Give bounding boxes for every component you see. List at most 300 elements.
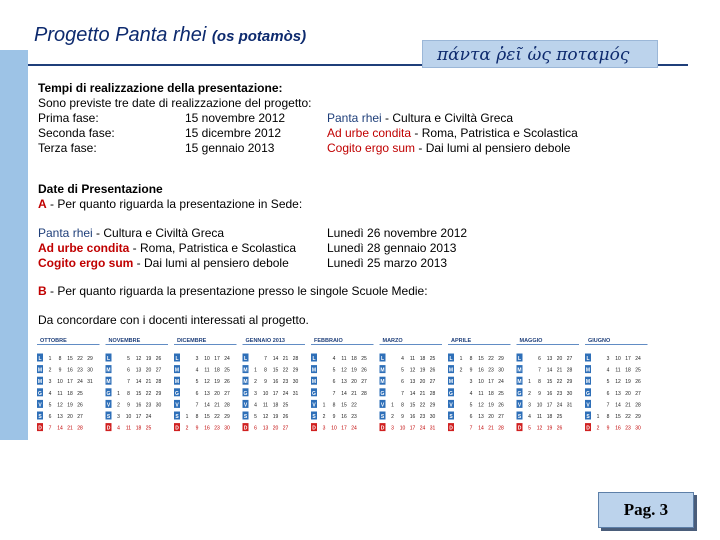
day-number: 7 — [469, 425, 473, 432]
day-number: 27 — [429, 379, 436, 386]
weekday-letter: L — [312, 356, 316, 362]
day-number: 13 — [478, 414, 484, 420]
day-number: 5 — [469, 402, 473, 409]
day-number: 10 — [125, 414, 132, 420]
day-number: 2 — [391, 414, 394, 420]
day-number: 2 — [322, 414, 326, 420]
day-number: 20 — [419, 379, 426, 386]
day-number: 10 — [615, 356, 621, 362]
day-number: 6 — [401, 379, 404, 386]
day-number: 28 — [224, 402, 230, 409]
weekday-letter: V — [380, 402, 385, 409]
day-number: 14 — [204, 402, 210, 409]
day-number: 27 — [566, 356, 573, 362]
day-number: 18 — [214, 367, 220, 374]
day-number: 22 — [145, 390, 152, 397]
day-number: 15 — [478, 356, 484, 362]
month-rule — [585, 344, 648, 345]
day-number: 6 — [48, 414, 52, 420]
day-number: 6 — [538, 356, 541, 362]
day-number: 13 — [57, 414, 63, 420]
day-number: 21 — [351, 390, 357, 397]
day-number: 14 — [272, 356, 279, 362]
day-number: 29 — [635, 414, 641, 420]
day-number: 4 — [332, 356, 336, 362]
greek-motto: πάντα ῥεῖ ὡς ποταμός — [422, 40, 658, 68]
day-number: 23 — [214, 425, 220, 432]
weekday-letter: D — [586, 425, 590, 432]
day-number: 23 — [77, 367, 83, 374]
presentation-desc: - Cultura e Civiltà Greca — [92, 226, 225, 240]
day-number: 24 — [224, 356, 230, 362]
day-number: 24 — [498, 379, 504, 386]
day-number: 11 — [125, 425, 132, 432]
day-number: 7 — [332, 390, 336, 397]
day-number: 1 — [48, 356, 52, 362]
day-number: 26 — [429, 367, 436, 374]
weekday-letter: V — [106, 402, 111, 409]
day-number: 17 — [341, 425, 347, 432]
weekday-letter: D — [106, 425, 111, 432]
day-number: 8 — [401, 402, 404, 409]
day-number: 31 — [292, 390, 299, 397]
day-number: 16 — [615, 425, 621, 432]
day-number: 10 — [57, 379, 63, 386]
day-number: 31 — [429, 425, 436, 432]
weekday-letter: L — [380, 356, 385, 362]
day-number: 26 — [498, 402, 504, 409]
month-label: GIUGNO — [588, 338, 611, 344]
day-number: 5 — [254, 414, 257, 420]
day-number: 3 — [117, 414, 120, 420]
presentation-date: Lunedì 28 gennaio 2013 — [327, 241, 457, 255]
day-number: 5 — [606, 379, 610, 386]
day-number: 17 — [488, 379, 494, 386]
day-number: 28 — [155, 379, 162, 386]
weekday-letter: S — [586, 414, 590, 420]
day-number: 31 — [566, 402, 573, 409]
month-label: MAGGIO — [519, 338, 543, 344]
day-number: 23 — [419, 414, 426, 420]
day-number: 15 — [615, 414, 621, 420]
weekday-letter: M — [106, 367, 111, 374]
day-number: 30 — [498, 367, 504, 374]
day-number: 4 — [48, 390, 52, 397]
day-number: 30 — [155, 402, 162, 409]
day-number: 29 — [292, 367, 299, 374]
day-number: 20 — [351, 379, 357, 386]
weekday-letter: L — [517, 356, 522, 362]
month-rule — [243, 344, 306, 345]
day-number: 1 — [254, 367, 257, 374]
phase-topic-line — [327, 141, 570, 156]
day-number: 29 — [224, 414, 230, 420]
day-number: 7 — [195, 402, 199, 409]
day-number: 12 — [204, 379, 210, 386]
presentation-topic: Panta rhei — [38, 226, 93, 240]
day-number: 30 — [87, 367, 93, 374]
day-number: 5 — [48, 402, 52, 409]
day-number: 2 — [117, 402, 120, 409]
day-number: 27 — [155, 367, 162, 374]
day-number: 3 — [322, 425, 326, 432]
day-number: 13 — [204, 390, 210, 397]
page-number: Pag. 3 — [598, 492, 694, 528]
weekday-letter: V — [38, 402, 42, 409]
option-b-text: - Per quanto riguarda la presentazione presso le singole Scuole Medie: — [46, 284, 428, 298]
weekday-letter: V — [243, 402, 248, 409]
weekday-letter: V — [517, 402, 522, 409]
phase-desc: - Roma, Patristica e Scolastica — [411, 126, 578, 140]
day-number: 6 — [195, 390, 199, 397]
day-number: 9 — [264, 379, 267, 386]
day-number: 27 — [282, 425, 289, 432]
weekday-letter: M — [311, 367, 317, 374]
day-number: 29 — [429, 402, 436, 409]
day-number: 7 — [401, 390, 404, 397]
day-number: 3 — [606, 356, 610, 362]
day-number: 29 — [498, 356, 504, 362]
phase-topic: Panta rhei — [327, 111, 382, 125]
option-b-line — [38, 284, 428, 299]
weekday-letter: M — [585, 367, 591, 374]
day-number: 22 — [625, 414, 631, 420]
day-number: 20 — [272, 425, 279, 432]
day-number: 10 — [536, 402, 543, 409]
day-number: 7 — [606, 402, 610, 409]
day-number: 21 — [625, 402, 631, 409]
day-number: 26 — [556, 425, 563, 432]
day-number: 15 — [409, 402, 416, 409]
day-number: 12 — [615, 379, 621, 386]
day-number: 20 — [67, 414, 73, 420]
day-number: 3 — [469, 379, 473, 386]
weekday-letter: M — [311, 379, 317, 386]
day-number: 6 — [127, 367, 130, 374]
day-number: 19 — [546, 425, 553, 432]
month-label: FEBBRAIO — [314, 338, 343, 344]
day-number: 19 — [419, 367, 426, 374]
day-number: 23 — [351, 414, 357, 420]
weekday-letter: G — [380, 390, 385, 397]
day-number: 9 — [606, 425, 610, 432]
weekday-letter: G — [106, 390, 111, 397]
weekday-letter: V — [312, 402, 316, 409]
day-number: 11 — [536, 414, 543, 420]
presentation-desc: - Roma, Patristica e Scolastica — [129, 241, 297, 255]
day-number: 7 — [538, 367, 541, 374]
weekday-letter: M — [517, 379, 522, 386]
day-number: 9 — [469, 367, 473, 374]
weekday-letter: M — [174, 367, 180, 374]
weekday-letter: V — [175, 402, 179, 409]
day-number: 8 — [538, 379, 541, 386]
day-number: 1 — [185, 414, 189, 420]
day-number: 17 — [409, 425, 416, 432]
day-number: 6 — [332, 379, 336, 386]
presentation-topic: Cogito ergo sum — [38, 256, 134, 270]
day-number: 24 — [556, 402, 563, 409]
day-number: 11 — [615, 367, 621, 374]
day-number: 18 — [546, 414, 553, 420]
day-number: 17 — [135, 414, 142, 420]
weekday-letter: G — [586, 390, 590, 397]
weekday-letter: L — [243, 356, 248, 362]
day-number: 18 — [625, 367, 631, 374]
day-number: 13 — [135, 367, 142, 374]
day-number: 8 — [332, 402, 336, 409]
weekday-letter: G — [243, 390, 248, 397]
weekday-letter: V — [449, 402, 453, 409]
day-number: 22 — [214, 414, 220, 420]
weekday-letter: G — [449, 390, 453, 397]
day-number: 26 — [361, 367, 367, 374]
day-number: 4 — [528, 414, 531, 420]
day-number: 14 — [615, 402, 621, 409]
day-number: 31 — [87, 379, 93, 386]
day-number: 25 — [361, 356, 367, 362]
day-number: 5 — [332, 367, 336, 374]
weekday-letter: D — [38, 425, 42, 432]
weekday-letter: D — [449, 425, 453, 432]
day-number: 18 — [67, 390, 73, 397]
day-number: 18 — [351, 356, 357, 362]
day-number: 5 — [528, 425, 531, 432]
day-number: 16 — [272, 379, 279, 386]
presentation-date: Lunedì 25 marzo 2013 — [327, 256, 448, 270]
weekday-letter: D — [243, 425, 248, 432]
presentation-item — [38, 241, 296, 256]
day-number: 2 — [254, 379, 257, 386]
day-number: 1 — [596, 414, 600, 420]
day-number: 23 — [625, 425, 631, 432]
day-number: 30 — [429, 414, 436, 420]
day-number: 12 — [341, 367, 347, 374]
day-number: 22 — [488, 356, 494, 362]
weekday-letter: M — [448, 379, 454, 386]
month-rule — [448, 344, 511, 345]
day-number: 26 — [282, 414, 289, 420]
day-number: 11 — [262, 402, 269, 409]
day-number: 7 — [127, 379, 130, 386]
weekday-letter: M — [585, 379, 591, 386]
day-number: 23 — [556, 390, 563, 397]
day-number: 20 — [145, 367, 152, 374]
day-number: 19 — [67, 402, 73, 409]
day-number: 26 — [224, 379, 230, 386]
weekday-letter: D — [175, 425, 179, 432]
weekday-letter: L — [586, 356, 590, 362]
weekday-letter: M — [380, 379, 385, 386]
day-number: 8 — [195, 414, 199, 420]
day-number: 11 — [478, 390, 484, 397]
day-number: 21 — [145, 379, 152, 386]
day-number: 15 — [272, 367, 279, 374]
weekday-letter: S — [312, 414, 316, 420]
day-number: 25 — [145, 425, 152, 432]
option-a-letter: A — [38, 197, 47, 211]
day-number: 9 — [538, 390, 541, 397]
day-number: 7 — [48, 425, 52, 432]
day-number: 14 — [546, 367, 553, 374]
day-number: 7 — [264, 356, 267, 362]
option-a-text: - Per quanto riguarda la presentazione in Sede: — [46, 197, 303, 211]
day-number: 16 — [546, 390, 553, 397]
day-number: 22 — [419, 402, 426, 409]
day-number: 4 — [254, 402, 257, 409]
day-number: 17 — [67, 379, 73, 386]
day-number: 10 — [399, 425, 406, 432]
weekday-letter: G — [175, 390, 179, 397]
month-rule — [311, 344, 374, 345]
day-number: 15 — [341, 402, 347, 409]
day-number: 8 — [469, 356, 473, 362]
presentation-item — [38, 226, 224, 241]
day-number: 16 — [341, 414, 347, 420]
day-number: 16 — [135, 402, 142, 409]
day-number: 2 — [48, 367, 52, 374]
day-number: 25 — [498, 390, 504, 397]
left-accent-bar — [0, 50, 28, 440]
presentation-item — [38, 256, 289, 271]
day-number: 5 — [127, 356, 130, 362]
day-number: 27 — [361, 379, 367, 386]
day-number: 25 — [224, 367, 230, 374]
day-number: 9 — [195, 425, 199, 432]
month-rule — [174, 344, 237, 345]
day-number: 28 — [361, 390, 367, 397]
weekday-letter: S — [38, 414, 42, 420]
day-number: 14 — [57, 425, 63, 432]
day-number: 22 — [282, 367, 289, 374]
weekday-letter: M — [517, 367, 522, 374]
presentation-topic: Ad urbe condita — [38, 241, 130, 255]
day-number: 30 — [566, 390, 573, 397]
month-label: OTTOBRE — [40, 338, 67, 344]
day-number: 28 — [429, 390, 436, 397]
day-number: 20 — [625, 390, 631, 397]
weekday-letter: L — [175, 356, 179, 362]
day-number: 30 — [635, 425, 641, 432]
day-number: 23 — [282, 379, 289, 386]
weekday-letter: M — [106, 379, 111, 386]
day-number: 19 — [625, 379, 631, 386]
schedule-intro: Sono previste tre date di realizzazione del progetto: — [38, 96, 312, 110]
phase-topic: Cogito ergo sum — [327, 141, 416, 155]
weekday-letter: L — [106, 356, 111, 362]
phase-date: 15 dicembre 2012 — [185, 126, 282, 140]
day-number: 17 — [214, 356, 220, 362]
concordare-note: Da concordare con i docenti interessati al progetto. — [38, 313, 309, 327]
weekday-letter: S — [243, 414, 248, 420]
day-number: 1 — [391, 402, 394, 409]
day-number: 8 — [127, 390, 130, 397]
day-number: 10 — [262, 390, 269, 397]
weekday-letter: S — [106, 414, 111, 420]
weekday-letter: G — [517, 390, 522, 397]
day-number: 27 — [498, 414, 504, 420]
day-number: 1 — [528, 379, 531, 386]
weekday-letter: M — [37, 379, 43, 386]
title-main: Progetto Panta rhei — [34, 24, 207, 46]
day-number: 13 — [615, 390, 621, 397]
day-number: 8 — [606, 414, 610, 420]
day-number: 26 — [635, 379, 641, 386]
day-number: 14 — [341, 390, 347, 397]
day-number: 4 — [117, 425, 120, 432]
day-number: 17 — [625, 356, 631, 362]
day-number: 13 — [341, 379, 347, 386]
day-number: 21 — [419, 390, 426, 397]
day-number: 24 — [351, 425, 357, 432]
month-label: NOVEMBRE — [108, 338, 141, 344]
presentation-heading: Date di Presentazione — [38, 182, 163, 196]
weekday-letter: S — [380, 414, 385, 420]
day-number: 28 — [77, 425, 83, 432]
title-subtitle: (os potamòs) — [211, 28, 307, 45]
day-number: 20 — [556, 356, 563, 362]
day-number: 4 — [469, 390, 473, 397]
day-number: 12 — [135, 356, 142, 362]
day-number: 21 — [214, 402, 220, 409]
day-number: 13 — [262, 425, 269, 432]
day-number: 11 — [204, 367, 210, 374]
page-title — [34, 24, 306, 47]
day-number: 2 — [459, 367, 463, 374]
day-number: 30 — [224, 425, 230, 432]
day-number: 18 — [272, 402, 279, 409]
phase-label: Terza fase: — [38, 141, 97, 155]
day-number: 2 — [528, 390, 531, 397]
day-number: 3 — [528, 402, 531, 409]
day-number: 28 — [292, 356, 299, 362]
day-number: 2 — [596, 425, 600, 432]
weekday-letter: S — [517, 414, 522, 420]
weekday-letter: D — [380, 425, 385, 432]
day-number: 15 — [546, 379, 553, 386]
day-number: 11 — [341, 356, 347, 362]
month-label: APRILE — [451, 338, 472, 344]
day-number: 22 — [351, 402, 357, 409]
day-number: 24 — [419, 425, 426, 432]
day-number: 3 — [254, 390, 257, 397]
day-number: 18 — [488, 390, 494, 397]
day-number: 13 — [409, 379, 416, 386]
presentation-desc: - Dai lumi al pensiero debole — [133, 256, 289, 270]
day-number: 22 — [556, 379, 563, 386]
day-number: 4 — [195, 367, 199, 374]
day-number: 9 — [332, 414, 336, 420]
day-number: 12 — [262, 414, 269, 420]
day-number: 24 — [77, 379, 83, 386]
day-number: 8 — [264, 367, 267, 374]
day-number: 23 — [488, 367, 494, 374]
day-number: 22 — [77, 356, 83, 362]
month-label: GENNAIO 2013 — [245, 338, 285, 344]
day-number: 10 — [204, 356, 210, 362]
day-number: 28 — [635, 402, 641, 409]
month-rule — [37, 344, 100, 345]
phase-desc: - Cultura e Civiltà Greca — [381, 111, 514, 125]
day-number: 13 — [546, 356, 553, 362]
day-number: 29 — [87, 356, 93, 362]
weekday-letter: M — [37, 367, 43, 374]
day-number: 3 — [391, 425, 394, 432]
day-number: 5 — [401, 367, 404, 374]
day-number: 19 — [488, 402, 494, 409]
month-label: MARZO — [382, 338, 403, 344]
day-number: 25 — [556, 414, 563, 420]
